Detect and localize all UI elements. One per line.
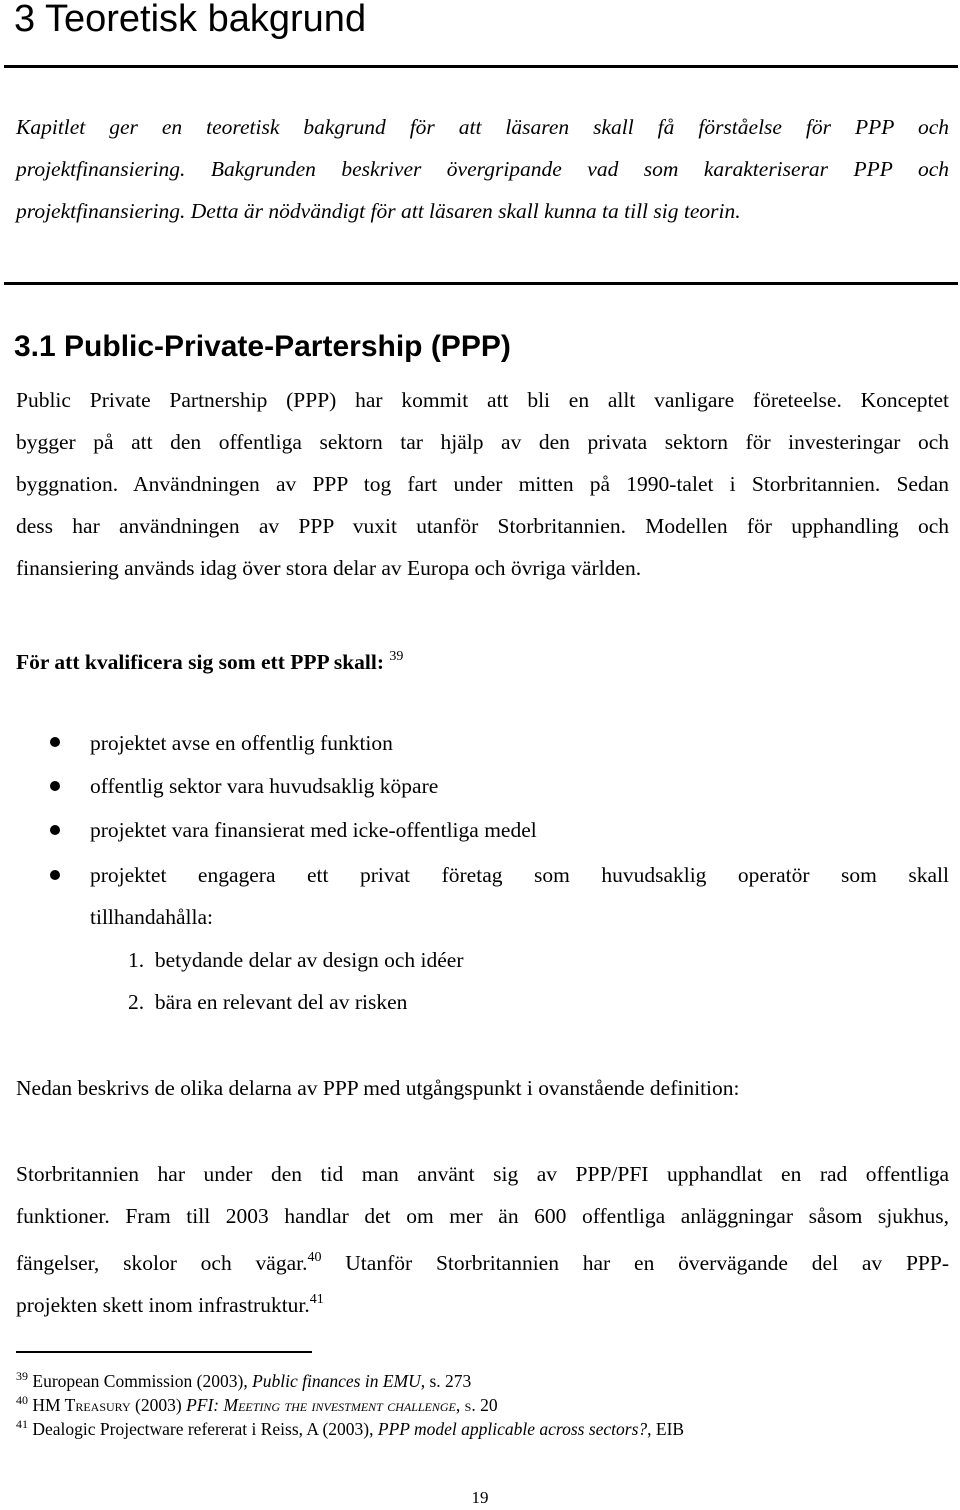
paragraph-line-part: fängelser, skolor och vägar. [16, 1251, 308, 1275]
footnote-text: HM Treasury (2003) [28, 1395, 187, 1415]
bullet-icon [50, 825, 60, 835]
paragraph-definition [16, 1067, 949, 1109]
paragraph-line: byggnation. Användningen av PPP tog fart under mitten på 1990-talet i Storbritannien. Sedan [16, 472, 949, 496]
paragraph-line-part: projekten skett inom infrastruktur. [16, 1293, 310, 1317]
paragraph-uk [16, 1153, 949, 1321]
chapter-rule [4, 65, 958, 68]
numbered-item-number: 1. [128, 948, 145, 972]
bullet-item [90, 722, 949, 764]
numbered-item-text: betydande delar av design och idéer [154, 948, 464, 972]
intro-line: Kapitlet ger en teoretisk bakgrund för att läsaren skall få förståelse för PPP och [16, 115, 949, 139]
paragraph-line: dess har användningen av PPP vuxit utanför Storbritannien. Modellen för upphandling och [16, 514, 949, 538]
bullet-text: projektet engagera ett privat företag som huvudsaklig operatör som skall [90, 863, 949, 887]
bullet-item [90, 809, 949, 851]
footnote-ref-39: 39 [389, 649, 404, 664]
numbered-item [128, 981, 407, 1023]
bullet-icon [50, 737, 60, 747]
footnote-title: PPP model applicable across sectors? [377, 1419, 648, 1439]
bullet-icon [50, 870, 60, 880]
bullet-item [90, 765, 949, 807]
footnote-ref-41: 41 [309, 1292, 324, 1307]
bullet-text: projektet avse en offentlig funktion [90, 731, 393, 755]
footnote-text: , EIB [647, 1419, 685, 1439]
paragraph-line: finansiering används idag över stora delar av Europa och övriga världen. [16, 556, 642, 580]
bullet-text: tillhandahålla: [90, 905, 213, 929]
footnote-title: PFI: Meeting the investment challenge [186, 1395, 456, 1415]
footnote-title: Public finances in EMU [252, 1371, 421, 1391]
paragraph-line: funktioner. Fram till 2003 handlar det om mer än 600 offentliga anläggningar såsom sjukhus, [16, 1204, 949, 1228]
footnote-number: 40 [16, 1393, 28, 1407]
paragraph-line: Public Private Partnership (PPP) har kommit att bli en allt vanligare företeelse. Konceptet [16, 388, 949, 412]
page-number: 19 [471, 1488, 489, 1507]
numbered-item-number: 2. [128, 990, 145, 1014]
section-rule [4, 282, 958, 285]
paragraph-line-part: Utanför Storbritannien har en övervägande del av PPP- [321, 1251, 949, 1275]
bullet-icon [50, 781, 60, 791]
footnote-text: European Commission (2003), [28, 1371, 253, 1391]
numbered-item-text: bära en relevant del av risken [154, 990, 408, 1014]
intro-paragraph [16, 106, 949, 232]
footnote-rule [16, 1351, 312, 1353]
footnote-text: , s. 20 [455, 1395, 498, 1415]
footnote-number: 39 [16, 1369, 28, 1383]
paragraph-line: bygger på att den offentliga sektorn tar hjälp av den privata sektorn för investeringar och [16, 430, 949, 454]
intro-line: projektfinansiering. Bakgrunden beskriver övergripande vad som karakteriserar PPP och [16, 157, 949, 181]
numbered-item [128, 939, 464, 981]
footnote-41 [16, 1412, 684, 1441]
footnote-number: 41 [16, 1417, 28, 1431]
paragraph-line [16, 1279, 949, 1321]
bullet-text: offentlig sektor vara huvudsaklig köpare [90, 774, 439, 798]
qualification-lead [16, 636, 403, 683]
qualification-lead-text: För att kvalificera sig som ett PPP skall: [16, 650, 385, 674]
chapter-heading: 3 Teoretisk bakgrund [14, 0, 367, 40]
paragraph-ppp-intro [16, 379, 949, 589]
footnote-text: , s. 273 [420, 1371, 472, 1391]
section-heading: 3.1 Public-Private-Partership (PPP) [14, 330, 511, 363]
paragraph-line: Storbritannien har under den tid man använt sig av PPP/PFI upphandlat en rad offentliga [16, 1162, 949, 1186]
paragraph-line: Nedan beskrivs de olika delarna av PPP med utgångspunkt i ovanstående definition: [16, 1076, 740, 1100]
paragraph-line [16, 1237, 949, 1279]
footnote-ref-40: 40 [307, 1250, 322, 1265]
bullet-text: projektet vara finansierat med icke-offentliga medel [90, 818, 537, 842]
intro-line: projektfinansiering. Detta är nödvändigt för att läsaren skall kunna ta till sig teorin. [16, 199, 741, 223]
footnote-text: Dealogic Projectware refererat i Reiss, A (2003), [28, 1419, 378, 1439]
bullet-item [90, 854, 949, 938]
